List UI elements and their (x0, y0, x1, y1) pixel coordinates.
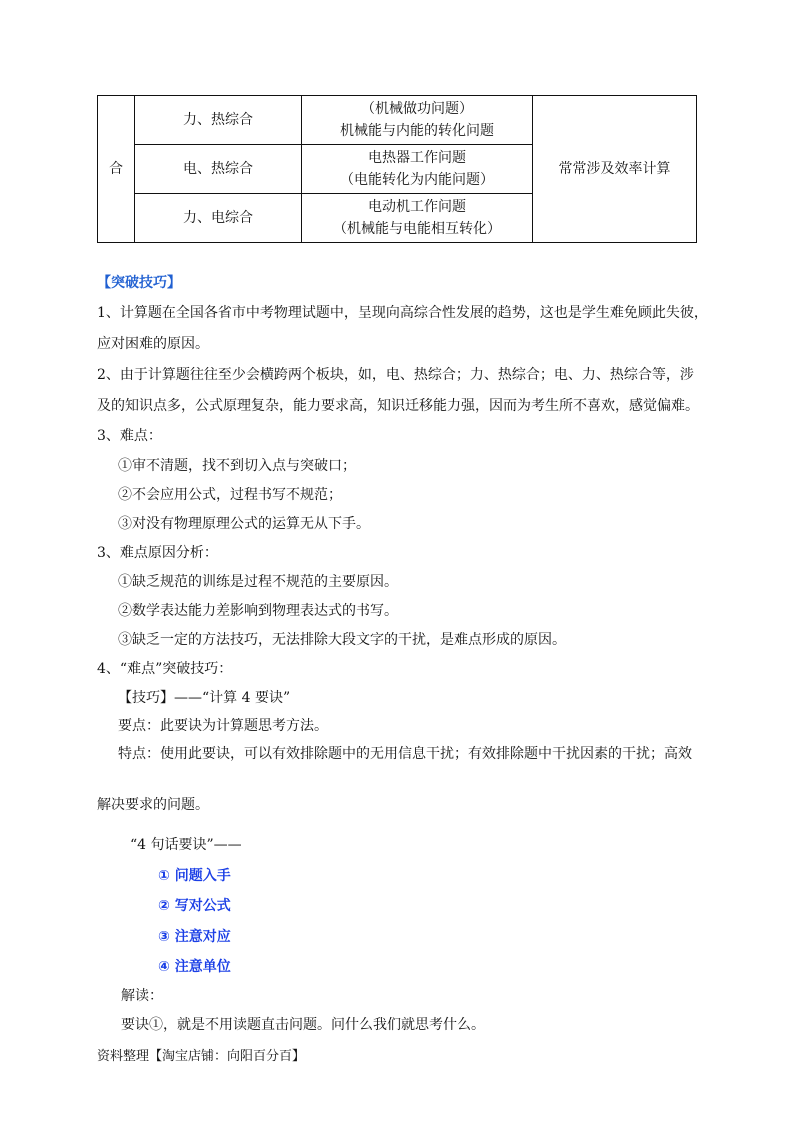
subheading: 3、难点原因分析： (97, 545, 218, 561)
paragraph-line: 应对困难的原因。 (97, 336, 209, 352)
mnemonic-item: ④ 注意单位 (158, 959, 231, 975)
problem-line: （机械做功问题） (361, 101, 473, 117)
mnemonic-title: “4 句话要诀”—— (130, 837, 242, 853)
problem-line: 电动机工作问题 (368, 199, 466, 215)
category-cell: 电、热综合 (135, 145, 302, 194)
list-item: ③对没有物理原理公式的运算无从下手。 (118, 516, 370, 532)
problem-line: 电热器工作问题 (368, 150, 466, 166)
list-item: ②数学表达能力差影响到物理表达式的书写。 (118, 603, 398, 619)
paragraph-line: 1、计算题在全国各省市中考物理试题中，呈现向高综合性发展的趋势，这也是学生难免顾此失彼， (97, 305, 708, 321)
problem-cell (302, 96, 533, 145)
list-item: ③缺乏一定的方法技巧，无法排除大段文字的干扰，是难点形成的原因。 (118, 632, 566, 648)
list-item: ①审不清题，找不到切入点与突破口； (118, 458, 356, 474)
list-item: ②不会应用公式，过程书写不规范； (118, 487, 342, 503)
problem-line: 机械能与内能的转化问题 (340, 123, 494, 139)
note-cell: 常常涉及效率计算 (533, 96, 697, 243)
interpret-title: 解读： (121, 988, 163, 1004)
interpret-line: 要诀①，就是不用读题直击问题。问什么我们就思考什么。 (121, 1017, 485, 1033)
footer: 资料整理【淘宝店铺：向阳百分百】 (97, 1049, 306, 1064)
mnemonic-item: ① 问题入手 (158, 868, 231, 884)
section-heading: 【突破技巧】 (97, 275, 181, 291)
skill-line: 【技巧】——“计算 4 要诀” (118, 690, 291, 706)
category-cell: 力、电综合 (135, 194, 302, 243)
problem-line: （机械能与电能相互转化） (333, 221, 501, 237)
key-line: 要点：此要诀为计算题思考方法。 (118, 718, 328, 734)
list-item: ①缺乏规范的训练是过程不规范的主要原因。 (118, 574, 398, 590)
feature-line: 解决要求的问题。 (97, 797, 209, 813)
group-cell: 合 (98, 96, 135, 243)
problem-cell (302, 145, 533, 194)
subheading: 3、难点： (97, 428, 162, 444)
paragraph-line: 2、由于计算题往往至少会横跨两个板块，如，电、热综合；力、热综合；电、力、热综合等，涉 (97, 367, 694, 383)
subheading: 4、“难点”突破技巧： (97, 661, 233, 677)
category-cell: 力、热综合 (135, 96, 302, 145)
mnemonic-item: ② 写对公式 (158, 898, 231, 914)
paragraph-line: 及的知识点多，公式原理复杂，能力要求高，知识迁移能力强，因而为考生所不喜欢，感觉偏难。 (97, 398, 699, 414)
feature-line: 特点：使用此要诀，可以有效排除题中的无用信息干扰；有效排除题中干扰因素的干扰；高效 (118, 746, 692, 762)
problem-line: （电能转化为内能问题） (340, 172, 494, 188)
problem-cell (302, 194, 533, 243)
summary-table (97, 95, 697, 243)
mnemonic-item: ③ 注意对应 (158, 929, 231, 945)
